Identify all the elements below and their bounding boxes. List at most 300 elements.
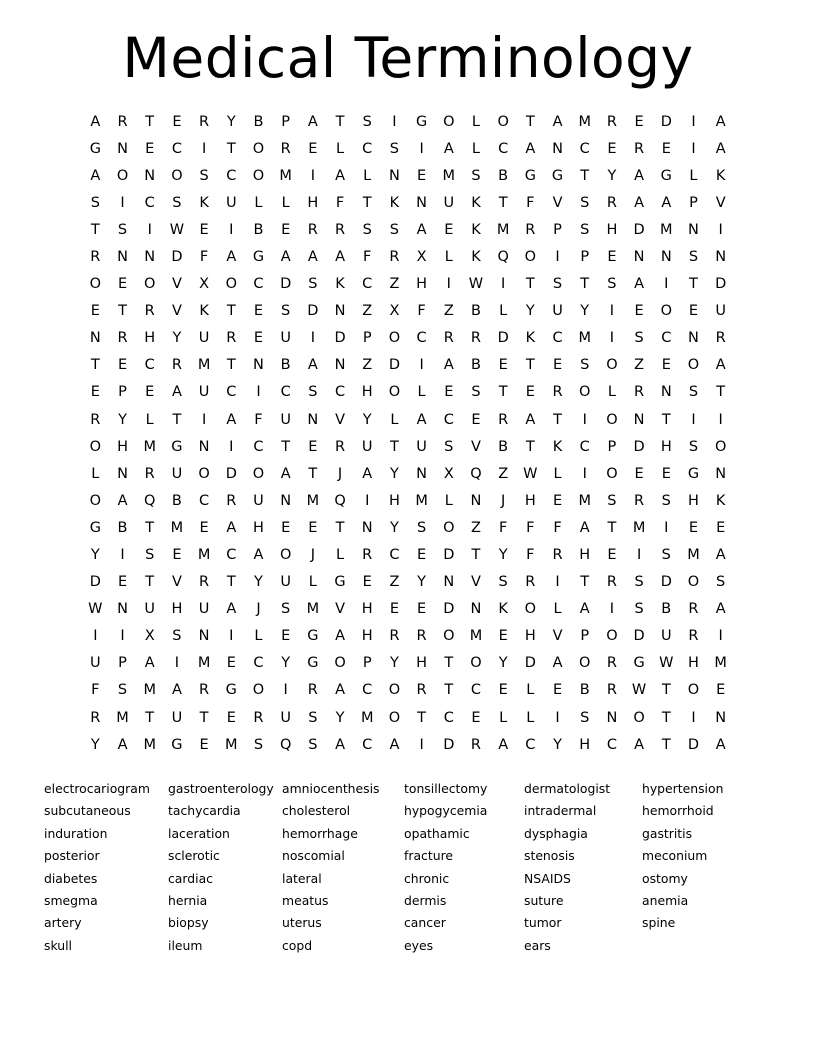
grid-cell[interactable]: M xyxy=(415,492,428,509)
grid-cell[interactable]: R xyxy=(171,357,182,374)
grid-cell[interactable]: A xyxy=(525,411,536,428)
grid-cell[interactable]: O xyxy=(633,709,645,726)
grid-cell[interactable]: D xyxy=(687,736,700,753)
letter-grid[interactable] xyxy=(82,109,735,759)
grid-cell[interactable]: M xyxy=(306,492,320,509)
grid-cell[interactable]: S xyxy=(688,384,699,401)
grid-cell[interactable]: T xyxy=(580,276,590,293)
grid-cell[interactable]: H xyxy=(171,601,183,618)
grid-cell[interactable]: S xyxy=(172,194,182,211)
grid-cell[interactable]: V xyxy=(171,276,182,293)
grid-cell[interactable]: C xyxy=(579,140,590,157)
grid-cell[interactable]: O xyxy=(388,709,401,726)
grid-cell[interactable]: T xyxy=(335,519,345,536)
grid-cell[interactable]: S xyxy=(552,276,563,293)
grid-cell[interactable]: S xyxy=(580,194,590,211)
grid-cell[interactable]: S xyxy=(444,438,454,455)
grid-cell[interactable]: N xyxy=(144,248,156,265)
grid-cell[interactable]: C xyxy=(280,384,291,401)
grid-cell[interactable]: K xyxy=(498,601,508,618)
grid-cell[interactable]: Y xyxy=(553,736,562,753)
grid-cell[interactable]: X xyxy=(443,465,454,482)
grid-cell[interactable]: I xyxy=(283,682,288,699)
grid-cell[interactable]: V xyxy=(335,601,345,618)
grid-cell[interactable]: K xyxy=(471,248,481,265)
grid-cell[interactable]: S xyxy=(471,384,481,401)
grid-cell[interactable]: E xyxy=(145,140,155,157)
grid-cell[interactable]: U xyxy=(416,438,427,455)
grid-cell[interactable]: B xyxy=(280,357,291,374)
word-list-item[interactable]: copd xyxy=(282,937,313,953)
grid-cell[interactable]: P xyxy=(281,113,291,130)
grid-cell[interactable]: E xyxy=(498,357,508,374)
grid-cell[interactable]: D xyxy=(524,655,536,672)
grid-cell[interactable]: F xyxy=(417,303,426,320)
word-list-item[interactable]: intradermal xyxy=(524,803,597,819)
grid-cell[interactable]: B xyxy=(253,221,264,238)
grid-cell[interactable]: T xyxy=(580,167,590,184)
grid-cell[interactable]: F xyxy=(526,547,535,563)
grid-cell[interactable]: N xyxy=(198,628,210,645)
grid-cell[interactable]: A xyxy=(634,736,645,753)
grid-cell[interactable]: H xyxy=(524,628,536,645)
grid-cell[interactable]: A xyxy=(661,194,672,211)
grid-cell[interactable]: I xyxy=(664,276,669,293)
grid-cell[interactable]: N xyxy=(334,303,346,320)
grid-cell[interactable]: M xyxy=(632,519,646,536)
grid-cell[interactable]: M xyxy=(578,330,591,347)
grid-cell[interactable]: L xyxy=(444,248,453,265)
grid-cell[interactable]: I xyxy=(229,221,234,238)
grid-cell[interactable]: E xyxy=(417,547,427,563)
word-list-item[interactable]: electrocariogram xyxy=(44,781,150,796)
grid-cell[interactable]: M xyxy=(143,438,156,455)
grid-cell[interactable]: I xyxy=(419,357,424,374)
grid-cell[interactable]: O xyxy=(252,167,265,184)
grid-cell[interactable]: C xyxy=(171,140,182,157)
grid-cell[interactable]: A xyxy=(280,465,291,482)
grid-cell[interactable]: Y xyxy=(580,303,590,320)
grid-cell[interactable]: T xyxy=(145,113,155,130)
grid-cell[interactable]: P xyxy=(118,655,127,672)
grid-cell[interactable]: L xyxy=(444,492,453,509)
grid-cell[interactable]: E xyxy=(417,601,427,618)
grid-cell[interactable]: I xyxy=(229,438,234,455)
grid-cell[interactable]: A xyxy=(498,736,509,753)
grid-cell[interactable]: T xyxy=(417,709,427,726)
grid-cell[interactable]: R xyxy=(634,492,645,509)
grid-cell[interactable]: T xyxy=(471,547,481,563)
grid-cell[interactable]: A xyxy=(416,411,427,428)
grid-cell[interactable]: R xyxy=(144,465,155,482)
grid-cell[interactable]: N xyxy=(470,601,482,618)
grid-cell[interactable]: Y xyxy=(335,709,345,726)
grid-cell[interactable]: I xyxy=(718,411,723,428)
grid-cell[interactable]: K xyxy=(389,194,400,211)
grid-cell[interactable]: O xyxy=(714,438,727,455)
grid-cell[interactable]: Y xyxy=(389,465,399,482)
grid-cell[interactable]: T xyxy=(226,357,236,374)
word-list-item[interactable]: induration xyxy=(44,825,108,841)
grid-cell[interactable]: O xyxy=(443,113,455,130)
grid-cell[interactable]: C xyxy=(389,547,400,563)
grid-cell[interactable]: A xyxy=(715,547,726,563)
grid-cell[interactable]: G xyxy=(89,140,101,157)
grid-cell[interactable]: D xyxy=(660,574,672,591)
grid-cell[interactable]: E xyxy=(444,384,454,401)
grid-cell[interactable]: J xyxy=(310,547,315,563)
grid-cell[interactable]: T xyxy=(661,709,671,726)
grid-cell[interactable]: A xyxy=(552,113,563,130)
grid-cell[interactable]: Q xyxy=(279,736,292,753)
grid-cell[interactable]: U xyxy=(198,601,210,618)
grid-cell[interactable]: M xyxy=(578,492,591,509)
grid-cell[interactable]: S xyxy=(199,167,209,184)
grid-cell[interactable]: O xyxy=(687,357,700,374)
grid-cell[interactable]: U xyxy=(280,709,291,726)
grid-cell[interactable]: R xyxy=(416,628,427,645)
grid-cell[interactable]: E xyxy=(688,519,699,536)
grid-cell[interactable]: T xyxy=(580,574,590,591)
grid-cell[interactable]: I xyxy=(365,492,370,509)
word-list-item[interactable]: hernia xyxy=(168,893,208,909)
grid-cell[interactable]: L xyxy=(335,140,345,157)
grid-cell[interactable]: R xyxy=(606,574,617,591)
grid-cell[interactable]: X xyxy=(199,276,210,293)
grid-cell[interactable]: A xyxy=(226,411,237,428)
grid-cell[interactable]: S xyxy=(580,221,590,238)
grid-cell[interactable]: K xyxy=(471,221,481,238)
grid-cell[interactable]: W xyxy=(169,221,185,238)
grid-cell[interactable]: H xyxy=(388,492,400,509)
grid-cell[interactable]: E xyxy=(308,438,318,455)
grid-cell[interactable]: T xyxy=(444,682,454,699)
word-list-item[interactable]: tachycardia xyxy=(168,803,241,819)
grid-cell[interactable]: Q xyxy=(497,248,509,265)
grid-cell[interactable]: A xyxy=(552,655,563,672)
grid-cell[interactable]: M xyxy=(360,709,374,726)
grid-cell[interactable]: L xyxy=(689,167,698,184)
grid-cell[interactable]: A xyxy=(715,736,726,753)
grid-cell[interactable]: Y xyxy=(498,547,508,563)
grid-cell[interactable]: F xyxy=(254,411,263,428)
grid-cell[interactable]: I xyxy=(609,601,615,618)
grid-cell[interactable]: A xyxy=(335,736,345,753)
grid-cell[interactable]: U xyxy=(361,438,373,455)
grid-cell[interactable]: I xyxy=(609,330,615,347)
word-list-item[interactable]: gastritis xyxy=(642,825,693,841)
grid-cell[interactable]: I xyxy=(147,221,152,238)
word-list-item[interactable]: dermatologist xyxy=(524,781,611,796)
grid-cell[interactable]: R xyxy=(470,736,481,753)
grid-cell[interactable]: B xyxy=(661,601,672,618)
grid-cell[interactable]: I xyxy=(174,655,180,672)
grid-cell[interactable]: H xyxy=(361,384,373,401)
grid-cell[interactable]: P xyxy=(362,655,372,672)
grid-cell[interactable]: T xyxy=(389,438,399,455)
grid-cell[interactable]: S xyxy=(308,276,318,293)
grid-cell[interactable]: Q xyxy=(470,465,482,482)
grid-cell[interactable]: O xyxy=(497,113,509,130)
word-list-item[interactable]: cardiac xyxy=(168,870,213,886)
grid-cell[interactable]: R xyxy=(90,709,101,726)
word-list-item[interactable]: posterior xyxy=(44,848,100,864)
grid-cell[interactable]: F xyxy=(199,248,209,265)
grid-cell[interactable]: E xyxy=(90,303,100,320)
grid-cell[interactable]: T xyxy=(308,465,318,482)
grid-cell[interactable]: U xyxy=(171,709,183,726)
grid-cell[interactable]: W xyxy=(468,276,484,293)
grid-cell[interactable]: N xyxy=(388,167,400,184)
grid-cell[interactable]: B xyxy=(117,519,128,536)
grid-cell[interactable]: D xyxy=(171,248,183,265)
grid-cell[interactable]: E xyxy=(444,221,454,238)
grid-cell[interactable]: R xyxy=(606,194,617,211)
word-list-item[interactable]: smegma xyxy=(44,893,98,909)
grid-cell[interactable]: E xyxy=(117,357,128,374)
grid-cell[interactable]: K xyxy=(199,194,209,211)
grid-cell[interactable]: T xyxy=(661,682,671,699)
grid-cell[interactable]: E xyxy=(471,411,481,428)
word-list-item[interactable]: tonsillectomy xyxy=(404,781,488,796)
grid-cell[interactable]: P xyxy=(118,384,127,401)
grid-cell[interactable]: S xyxy=(498,574,508,591)
grid-cell[interactable]: W xyxy=(88,601,103,618)
grid-cell[interactable]: G xyxy=(225,682,237,699)
grid-cell[interactable]: S xyxy=(607,492,617,509)
grid-cell[interactable]: R xyxy=(443,330,454,347)
word-list-item[interactable]: hypogycemia xyxy=(404,803,488,819)
grid-cell[interactable]: O xyxy=(660,303,672,320)
grid-cell[interactable]: I xyxy=(691,709,696,726)
grid-cell[interactable]: E xyxy=(552,682,563,699)
word-list-item[interactable]: sclerotic xyxy=(168,848,220,864)
grid-cell[interactable]: G xyxy=(524,167,536,184)
grid-cell[interactable]: N xyxy=(688,330,699,347)
grid-cell[interactable]: U xyxy=(443,194,455,211)
grid-cell[interactable]: N xyxy=(89,330,101,347)
grid-cell[interactable]: O xyxy=(198,465,210,482)
grid-cell[interactable]: Y xyxy=(389,655,399,672)
grid-cell[interactable]: E xyxy=(607,248,617,265)
grid-cell[interactable]: A xyxy=(443,357,454,374)
word-list-item[interactable]: meatus xyxy=(282,893,329,909)
grid-cell[interactable]: B xyxy=(579,682,590,699)
grid-cell[interactable]: G xyxy=(307,628,319,645)
grid-cell[interactable]: M xyxy=(197,655,211,672)
grid-cell[interactable]: E xyxy=(172,113,182,130)
grid-cell[interactable]: O xyxy=(524,248,537,265)
grid-cell[interactable]: O xyxy=(606,465,618,482)
grid-cell[interactable]: H xyxy=(144,330,156,347)
grid-cell[interactable]: I xyxy=(718,628,723,645)
word-list-item[interactable]: biopsy xyxy=(168,915,209,931)
grid-cell[interactable]: S xyxy=(145,547,155,563)
grid-cell[interactable]: P xyxy=(580,628,590,645)
grid-cell[interactable]: E xyxy=(661,357,671,374)
grid-cell[interactable]: S xyxy=(308,384,318,401)
grid-cell[interactable]: N xyxy=(660,384,672,401)
grid-cell[interactable]: U xyxy=(280,330,291,347)
grid-cell[interactable]: N xyxy=(198,438,210,455)
grid-cell[interactable]: I xyxy=(201,140,207,157)
grid-cell[interactable]: S xyxy=(362,221,372,238)
grid-cell[interactable]: H xyxy=(307,194,319,211)
grid-cell[interactable]: T xyxy=(90,357,100,374)
grid-cell[interactable]: L xyxy=(499,709,508,726)
word-list-item[interactable]: cancer xyxy=(404,915,446,931)
grid-cell[interactable]: P xyxy=(607,438,617,455)
grid-cell[interactable]: L xyxy=(553,601,562,618)
grid-cell[interactable]: G xyxy=(660,167,672,184)
grid-cell[interactable]: A xyxy=(715,601,726,618)
grid-cell[interactable]: S xyxy=(634,601,644,618)
grid-cell[interactable]: U xyxy=(280,574,291,591)
word-list-item[interactable]: NSAIDS xyxy=(524,870,571,886)
grid-cell[interactable]: A xyxy=(715,140,726,157)
grid-cell[interactable]: F xyxy=(553,519,562,536)
grid-cell[interactable]: C xyxy=(362,276,373,293)
grid-cell[interactable]: R xyxy=(688,628,699,645)
word-list-item[interactable]: amniocenthesis xyxy=(282,781,380,796)
grid-cell[interactable]: H xyxy=(117,438,128,455)
grid-cell[interactable]: D xyxy=(715,276,727,293)
grid-cell[interactable]: W xyxy=(659,655,674,672)
grid-cell[interactable]: Z xyxy=(634,357,645,374)
grid-cell[interactable]: S xyxy=(716,574,726,591)
grid-cell[interactable]: E xyxy=(117,574,128,591)
word-list-item[interactable]: meconium xyxy=(642,848,708,864)
grid-cell[interactable]: O xyxy=(524,601,537,618)
grid-cell[interactable]: S xyxy=(308,736,318,753)
grid-cell[interactable]: L xyxy=(499,303,508,320)
grid-cell[interactable]: C xyxy=(334,384,346,401)
grid-cell[interactable]: E xyxy=(607,547,617,563)
word-list-item[interactable]: fracture xyxy=(404,848,454,864)
grid-cell[interactable]: I xyxy=(310,330,315,347)
grid-cell[interactable]: E xyxy=(199,221,209,238)
grid-cell[interactable]: R xyxy=(634,140,645,157)
grid-cell[interactable]: H xyxy=(524,492,536,509)
grid-cell[interactable]: L xyxy=(145,411,154,428)
grid-cell[interactable]: N xyxy=(552,140,563,157)
grid-cell[interactable]: Z xyxy=(443,303,454,320)
grid-cell[interactable]: C xyxy=(661,330,672,347)
grid-cell[interactable]: K xyxy=(471,194,481,211)
grid-cell[interactable]: D xyxy=(280,276,292,293)
grid-cell[interactable]: I xyxy=(555,574,560,591)
grid-cell[interactable]: H xyxy=(660,438,672,455)
grid-cell[interactable]: M xyxy=(687,547,700,563)
grid-cell[interactable]: C xyxy=(525,736,536,753)
grid-cell[interactable]: E xyxy=(362,574,372,591)
grid-cell[interactable]: E xyxy=(716,682,726,699)
word-list-item[interactable]: chronic xyxy=(404,870,450,886)
grid-cell[interactable]: N xyxy=(416,194,428,211)
grid-cell[interactable]: A xyxy=(634,194,645,211)
grid-cell[interactable]: C xyxy=(362,682,373,699)
word-list-item[interactable]: noscomial xyxy=(282,848,345,864)
grid-cell[interactable]: N xyxy=(660,248,672,265)
grid-cell[interactable]: D xyxy=(225,465,237,482)
grid-cell[interactable]: Z xyxy=(389,574,400,591)
grid-cell[interactable]: O xyxy=(687,682,700,699)
grid-cell[interactable]: Z xyxy=(362,357,373,374)
grid-cell[interactable]: N xyxy=(633,411,645,428)
grid-cell[interactable]: O xyxy=(579,384,591,401)
grid-cell[interactable]: E xyxy=(389,601,399,618)
grid-cell[interactable]: T xyxy=(226,574,236,591)
grid-cell[interactable]: R xyxy=(715,330,726,347)
grid-cell[interactable]: L xyxy=(363,167,372,184)
grid-cell[interactable]: Y xyxy=(90,736,100,753)
grid-cell[interactable]: S xyxy=(172,628,182,645)
grid-cell[interactable]: S xyxy=(362,113,372,130)
grid-cell[interactable]: R xyxy=(90,411,101,428)
grid-cell[interactable]: L xyxy=(526,709,535,726)
grid-cell[interactable]: O xyxy=(279,547,292,563)
grid-cell[interactable]: A xyxy=(443,140,454,157)
grid-cell[interactable]: O xyxy=(334,655,346,672)
grid-cell[interactable]: E xyxy=(253,303,264,320)
grid-cell[interactable]: S xyxy=(117,221,128,238)
grid-cell[interactable]: A xyxy=(117,736,128,753)
grid-cell[interactable]: G xyxy=(252,248,265,265)
grid-cell[interactable]: V xyxy=(471,574,481,591)
grid-cell[interactable]: E xyxy=(226,655,236,672)
grid-cell[interactable]: O xyxy=(144,276,156,293)
word-list-item[interactable]: gastroenterology xyxy=(168,781,274,796)
grid-cell[interactable]: L xyxy=(335,547,345,563)
grid-cell[interactable]: R xyxy=(199,113,210,130)
grid-cell[interactable]: O xyxy=(252,465,265,482)
grid-cell[interactable]: E xyxy=(552,492,563,509)
grid-cell[interactable]: X xyxy=(144,628,155,645)
grid-cell[interactable]: N xyxy=(715,465,727,482)
grid-cell[interactable]: O xyxy=(470,655,482,672)
grid-cell[interactable]: O xyxy=(579,655,591,672)
word-list-item[interactable]: ileum xyxy=(168,937,203,953)
grid-cell[interactable]: E xyxy=(226,709,236,726)
grid-cell[interactable]: K xyxy=(525,330,536,347)
grid-cell[interactable]: S xyxy=(117,682,128,699)
grid-cell[interactable]: L xyxy=(417,384,426,401)
grid-cell[interactable]: E xyxy=(661,465,671,482)
grid-cell[interactable]: N xyxy=(361,519,373,536)
grid-cell[interactable]: F xyxy=(91,682,100,699)
grid-cell[interactable]: H xyxy=(253,519,264,536)
grid-cell[interactable]: A xyxy=(226,601,237,618)
word-list-item[interactable]: ears xyxy=(524,937,551,953)
grid-cell[interactable]: I xyxy=(691,113,696,130)
grid-cell[interactable]: M xyxy=(143,682,156,699)
grid-cell[interactable]: B xyxy=(171,492,182,509)
grid-cell[interactable]: R xyxy=(389,248,400,265)
grid-cell[interactable]: M xyxy=(197,547,211,563)
grid-cell[interactable]: A xyxy=(90,167,101,184)
grid-cell[interactable]: I xyxy=(256,384,261,401)
grid-cell[interactable]: L xyxy=(254,628,263,645)
grid-cell[interactable]: H xyxy=(688,655,699,672)
grid-cell[interactable]: R xyxy=(552,547,563,563)
word-list-item[interactable]: lateral xyxy=(282,870,322,886)
grid-cell[interactable]: T xyxy=(118,303,127,320)
word-list-item[interactable]: opathamic xyxy=(404,825,470,841)
grid-cell[interactable]: R xyxy=(117,113,128,130)
grid-cell[interactable]: Q xyxy=(334,492,346,509)
grid-cell[interactable]: T xyxy=(145,574,155,591)
grid-cell[interactable]: S xyxy=(661,547,671,563)
